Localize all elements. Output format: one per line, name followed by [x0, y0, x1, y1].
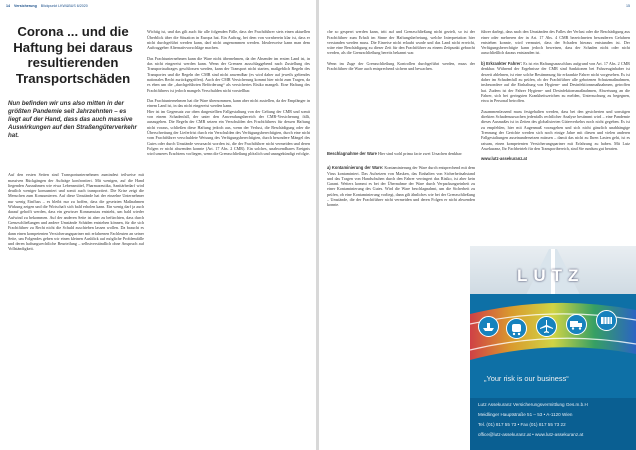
ad-company: Lutz Assekuranz Versicherungsvermittlung Ges.m.b.H: [478, 402, 588, 407]
left-page-number: 14: [6, 4, 10, 8]
body-column-2: Wichtig ist, und das gilt auch für alle folgenden Fälle, dass der Frachtführer stets einen aktuellen Überblick über die Situation in Europa hat. Ein Auftrag, bei dem von vornherein klar ist, dass er nicht durchgeführt werden kann, darf nicht angenommen werden. Idealerweise kann man dem Auftraggeber Alternativvorschläge machen. Das Frachtunternehmen kann die Ware nicht übernehmen, da der Absender im ersten Land ist, in das nicht eingereist werden kann. Wenn der Grenzen ausschlaggebend nach Zustellung des Transportauftrages geschlossen werden, kann der Transport nicht starten, maßgeblich Regeln des Transportes und die Regeln der CMR sind nicht anwendbar (es wird daher auf jeweils geltendes nationales Recht zurückgegriffen). Auch der CMR Versicherung kommt hier nicht zum Tragen, da es eben um die „durchgeführten Beförderung“ als versichertes Risiko mangelt. Eine Haftung des Frachtführers ist jedoch mangels Verschulden nicht vorstellbar. Das Frachtunternehmen hat die Ware übernommen, kann aber nicht zustellen, da der Empfänger in einem Land ist, in das nicht eingereist werden kann. Hier ist im Gegensatz zur oben dargestellten Fallgestaltung von der Geltung der CMR und somit von einem Schadenfall, der unter den Anwendungsbereich der CMR-Versicherung fällt, auszugehen. Die Regeln der CMR setzen ein Verschulden des Frachtführers für dessen Haftung nicht voraus, schließen diese Haftung jedoch aus, wenn der Verlust, die Beschädigung oder die Überschreitung der Lieferfrist durch ein Verschulden des Verfügungsberechtigten, durch eine nicht vom Frachtführer verschuldete Weisung des Verfügungsberechtigten, durch besondere Mängel des Gutes oder durch Umstände verursacht worden ist, die der Frachtführer nicht vermeiden und deren Folgen er nicht abwenden konnte (Art. 17 Abs. 2 CMR). Ein solches, unabwendbares Ereignis wird unseres Erachtens vorliegen, wenn die Grenzschließung plötzlich und unangekündigt erfolgte.: [147, 29, 310, 157]
ad-address: Meidlinger Hauptstraße 51 – 53 • A-1120 Wien: [478, 412, 573, 417]
ad-phone: Tel. (01) 817 55 73 • Fax (01) 817 55 73 22: [478, 422, 566, 427]
section-label: Versicherung: [14, 4, 37, 8]
body-column-3: che so gesperrt werden kann, tritt auf und Grenzschließung nicht gezielt, so ist der Frachtführer zum Erhalt im Sinne der Haftungsbefreiung, welche Interpretation hier verstanden werden muss. Die Einreise nicht erlaubt wurde und das Land nicht erreicht, wäre eine Beschädigung zu dieser Zeit für den Frachtführer zu einem Zeitpunkt gebracht werden, als die Grenzschließung bereits bekannt war. Wenn im Zuge der Grenzschließung Kontrollen durchgeführt werden, muss der Frachtführer die Ware auch entsprechend sichern und bewachen.: [327, 29, 475, 72]
container-icon: [596, 310, 617, 331]
lutz-advertisement[interactable]: [470, 246, 636, 450]
article-headline: Corona ... und die Haftung bei daraus resultierenden Transportschäden: [13, 24, 133, 86]
body-column-3b: a) Kontaminierung der Ware: Kontaminierung der Ware durch entsprechend mit dem Virus kontaminiert. Das Aufsetzen von Masken, das Einhalten von Sicherheitsabstand und das Tragen von Handschuhen durch den Fahrer verringert das Risiko, ist aber kein Garant. Weiters kommt es bei der Übernahme der Ware durch Verpackungseinheit zu einer Kontaminierung des Gutes. Wird die Ware beschlagnahmt, um die Sicherheit zu prüfen, ob eine Kontaminierung vorliegt, dann gilt ähnliches wie bei der Grenzschließung – Umstände, die der Frachtführer nicht vermeiden und deren Folgen er nicht abwenden konnte.: [327, 165, 476, 208]
article-lead: Nun befinden wir uns also mitten in der größten Pandemie seit Jahrzehnten – es liegt auf der Hand, dass das auch massive Auswirkungen auf den Straßengüterverkehr hat.: [8, 100, 137, 140]
right-page-number: 15: [626, 4, 630, 8]
website-link[interactable]: www.lutz-assekuranz.at: [481, 156, 528, 162]
truck-icon: [566, 314, 587, 335]
list-a-label: a) Kontaminierung der Ware:: [327, 165, 384, 171]
plane-icon: [536, 316, 557, 337]
left-running-head: [6, 4, 88, 8]
issue-label: Blickpunkt LKW&BUS 6/2020: [40, 4, 88, 8]
body-column-4: führer darlegt, dass nach den Umständen des Falles der Verlust oder die Beschädigung aus einer oder mehreren der in Art. 17 Abs. 4 CMR bezeichneten besonderen Gefahren entstehen konnte, wird vermutet, dass der Schaden hieraus entstanden ist. Der Verfügungsberechtigte kann jedoch beweisen, dass der Schaden nicht oder nicht ausschließlich daraus entstanden ist. b) Erkrankter Fahrer: Es ist ein Haftungsausschluss aufgrund von Art. 17 Abs. 2 CMR denkbar. Während der Ergebnisse der CMR sind Sanktionen bei Fahrzeuginhaber ist derzeit ablehnen, ist eine solche Bestimmung für erkrankte Fahrer nicht vorgesehen. Es ist daher im Schadenfall zu prüfen, ob der Frachtführer alle gebotenen Schutzmaßnahmen, insbesondere auf die Einhaltung von Hygiene- und Desinfektionsmaßnahmen, getroffen hat. Zudem ist der Fahrer Hygiene- und Desinfektionsmaßnahmen, Abweisung an die Fahrer, sich bei geringsten Krankheitszeichen zu melden, Untersuchung zu begegnen, etwa in Personal betroffen. Zusammenfassend muss festgehalten werden, dass bei den gesicherten und sonstigen direkten Schadensursachen jedenfalls rechtlicher Analyse bestimmt wird – eine Pandemie dieses Ausmaßes ist in Zeiten des globalisierten Güterverkehrs noch nicht gegeben. Es ist zu empfehlen, hier mit Augenmaß vorzugehen und sich nicht gänzlich unabhängige Trennung der Gerichte werden sich noch einige Jahre mit diesen und vielen anderen Fallgestaltungen auseinandersetzen müssen – damit das nicht zu Ihren Lasten geht, ist es ratsam, einen kompetenten Versicherungspartner mit Erfahrung zu haben. Mit Lutz Assekuranz, Ihr Fachbetrieb für den Transportbereich, sind Sie rundum gut beraten. www.lutz-assekuranz.at: [481, 29, 630, 162]
ad-tagline: „Your risk is our business“: [484, 374, 569, 383]
crosshead-rest: Hier sind wohl prima facie zwei Ursachen denkbar:: [377, 151, 463, 157]
train-icon: [506, 318, 527, 339]
ship-icon: [478, 316, 499, 337]
ad-footer: [470, 398, 636, 450]
ad-contact-link[interactable]: office@lutz-assekuranz.at • www.lutz-assekuranz.at: [478, 432, 584, 437]
left-page: [0, 0, 317, 450]
brand-logo: LUTZ: [517, 266, 585, 285]
crosshead-line: [327, 146, 475, 157]
crosshead: Beschlagnahme der Ware: [327, 151, 377, 157]
list-b-label: b) Erkrankter Fahrer:: [481, 61, 523, 67]
body-column-1: Auf den ersten Seiten sind Transportunternehmen zumindest teilweise mit massiven Rückgängen der Aufträge konfrontiert. Mit wenigen, auf die Hand liegenden Ausnahmen wie etwa Lebensmittel, Pharmazeutika, Sanitärbedarf wird deutlich weniger konsumiert und somit auch transportiert. Die Krise zeigt die Menschen zum Konsumieren. Auf diese Umstände hat der einzelne Unternehmer nur wenig Einfluss – es bleibt nur zu hoffen, dass die gesetzten Maßnahmen Wirkung zeigen und die Wirtschaft sich bald erholen kann. Ein wenig darf ja auch darauf gehofft werden, dass ein gewisser Konsumstau entsteht, um bald wieder Aufwind zu bekommen. Auf der anderen Seite ist aber zu befürchten, dass durch Grenzschließungen und andere Umstände Schäden entstehen können, für die sich Frachtführer zu Recht nicht die Schuld zuschieben lassen wollen. Da braucht es dann einen kompetenten Versicherungspartner mit erfahrenen Fachleuten an seiner Seite, um Folgendes geben wir einen kleinen Ausblick auf mögliche Problemfälle und deren haftungsrechtliche Beurteilung – selbstverständlich ohne Anspruch auf Vollständigkeit.: [8, 172, 144, 252]
